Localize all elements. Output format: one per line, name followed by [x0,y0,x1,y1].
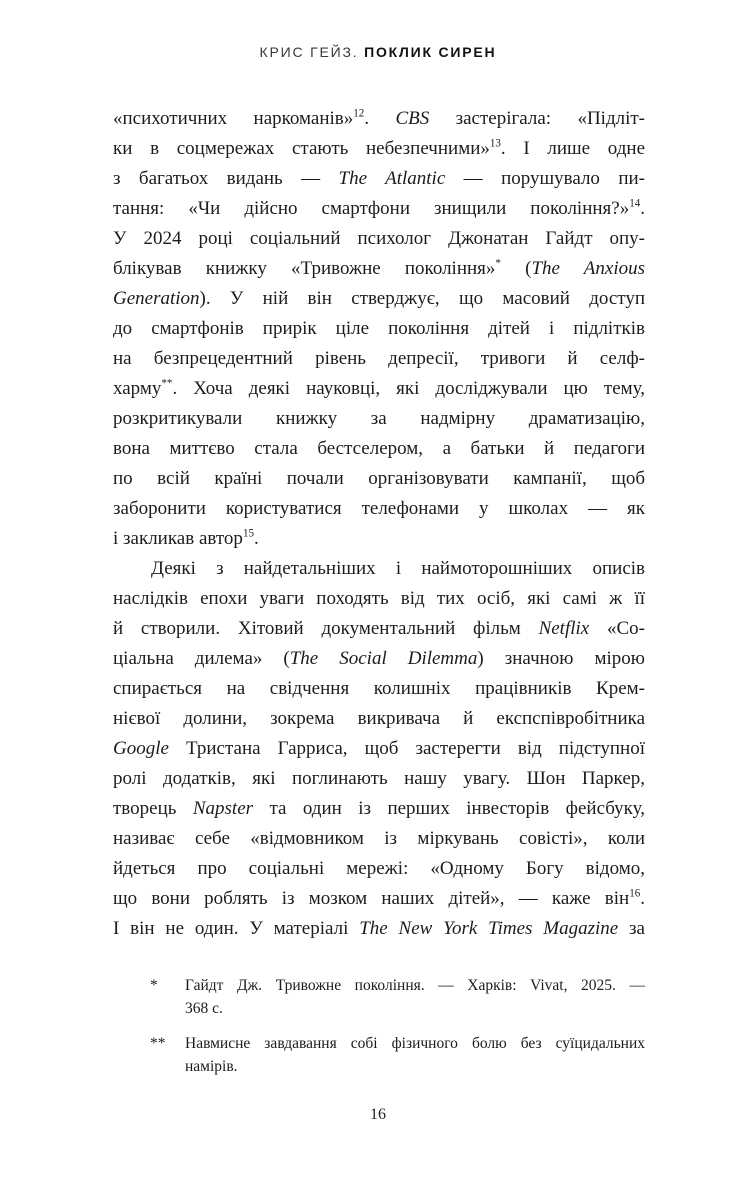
text-run: ) значною мірою [477,648,645,669]
text-line [113,794,645,824]
text-run: що вони роблять із мозком наших дітей», — каже він [113,888,630,909]
text-run: ки в соцмережах стають небезпечними» [113,138,490,159]
text-line [113,164,645,194]
text-run: ( [500,258,532,279]
text-line [113,584,645,614]
text-line [113,734,645,764]
text-line [113,914,645,944]
text-run: . Хоча деякі науковці, які досліджували цю тему, [172,378,645,399]
text-line [113,254,645,284]
text-line [113,854,645,884]
text-run: «психотичних наркоманів» [113,108,354,129]
text-run: за [618,918,645,939]
footnote [150,974,645,1020]
text-run: на безпрецедентний рівень депресії, тривоги й селф- [113,348,645,369]
text-run: 368 с. [185,1000,223,1017]
text-run: The New York Times Magazine [359,918,619,939]
text-run: і закликав автор [113,528,243,549]
paragraph [113,554,645,944]
text-line [113,524,645,554]
text-line [113,434,645,464]
text-run: наслідків епохи уваги походять від тих осіб, які самі ж її [113,588,645,609]
text-run: тання: «Чи дійсно смартфони знищили покоління?» [113,198,630,219]
text-line [113,314,645,344]
body-text [113,104,645,944]
text-run: . І лише одне [500,138,646,159]
text-run: «Со- [589,618,645,639]
superscript-reference: ** [161,377,173,390]
text-run: заборонити користуватися телефонами у школах — як [113,498,645,519]
text-run: вона миттєво стала бестселером, а батьки й педагоги [113,438,645,459]
text-line [113,494,645,524]
text-run: Гайдт Дж. Тривожне покоління. — Харків: Vivat, 2025. — [185,977,645,994]
text-line [113,614,645,644]
superscript-reference: 13 [489,137,501,150]
text-run: йдеться про соціальні мережі: «Одному Богу відомо, [113,858,645,879]
text-run: нієвої долини, зокрема викривача й експспівробітника [113,708,645,729]
paragraph [113,104,645,554]
running-head-author: КРИС ГЕЙЗ. [259,44,365,60]
text-run: . [640,198,645,219]
text-line [113,404,645,434]
text-line [113,824,645,854]
text-run: й створили. Хітовий документальний фільм [113,618,539,639]
superscript-reference: 14 [629,197,641,210]
text-run: спирається на свідчення колишніх працівників Крем- [113,678,645,699]
text-run: розкритикували книжку за надмірну драматизацію, [113,408,645,429]
text-run: творець [113,798,193,819]
text-line [113,224,645,254]
text-run: ролі додатків, які поглинають нашу увагу. Шон Паркер, [113,768,645,789]
page-number: 16 [370,1106,386,1123]
text-line [113,764,645,794]
text-run: Google [113,738,169,759]
text-run: називає себе «відмовником із міркувань совісті», коли [113,828,645,849]
text-line [113,374,645,404]
text-run: та один із перших інвесторів фейсбуку, [253,798,645,819]
footnotes [150,974,645,1078]
text-run: ціальна дилема» ( [113,648,290,669]
text-run: . [364,108,396,129]
text-run: The Social Dilemma [289,648,478,669]
superscript-reference: 16 [629,887,641,900]
text-run: з багатьох видань — [113,168,339,189]
text-run: The Atlantic [338,168,446,189]
text-run: The Anxious [531,258,646,279]
footnote-line [185,997,645,1020]
text-run: харму [113,378,162,399]
text-line [113,284,645,314]
text-line [113,344,645,374]
text-line [113,674,645,704]
footnote-line [185,974,645,997]
text-line [113,884,645,914]
text-run: . [253,528,259,549]
text-run: Деякі з найдетальніших і наймоторошніших описів [151,558,645,579]
superscript-reference: * [495,257,501,270]
running-head-title: ПОКЛИК СИРЕН [364,44,497,60]
text-run: — порушувало пи- [445,168,645,189]
footnote-text [185,974,645,1020]
text-run: Generation [113,288,200,309]
text-run: намірів. [185,1058,238,1075]
text-line [113,644,645,674]
text-line [113,704,645,734]
footnote-marker: ** [150,1035,166,1052]
text-run: до смартфонів прирік ціле покоління дітей і підлітків [113,318,645,339]
footnote [150,1032,645,1078]
text-run: У 2024 році соціальний психолог Джонатан Гайдт опу- [113,228,645,249]
footnote-text [185,1032,645,1078]
text-run: ). У ній він стверджує, що масовий доступ [199,288,645,309]
text-run: Netflix [538,618,590,639]
superscript-reference: 12 [353,107,365,120]
text-line [113,464,645,494]
text-run: Навмисне завдавання собі фізичного болю без суїцидальних [185,1035,645,1052]
superscript-reference: 15 [242,527,254,540]
text-run: . [640,888,645,909]
footnote-line [185,1055,645,1078]
text-run: Napster [192,798,254,819]
text-run: блікував книжку «Тривожне покоління» [113,258,496,279]
text-line [113,134,645,164]
text-line [113,104,645,134]
text-run: Тристана Гарриса, щоб застерегти від підступної [168,738,645,759]
text-line [113,194,645,224]
text-run: застерігала: «Підліт- [429,108,645,129]
running-head [0,44,756,60]
footnote-line [185,1032,645,1055]
text-run: CBS [395,108,430,129]
footnote-marker: * [150,977,158,994]
text-run: І він не один. У матеріалі [113,918,360,939]
text-run: по всій країні почали організовувати кампанії, щоб [113,468,645,489]
text-line [113,554,645,584]
